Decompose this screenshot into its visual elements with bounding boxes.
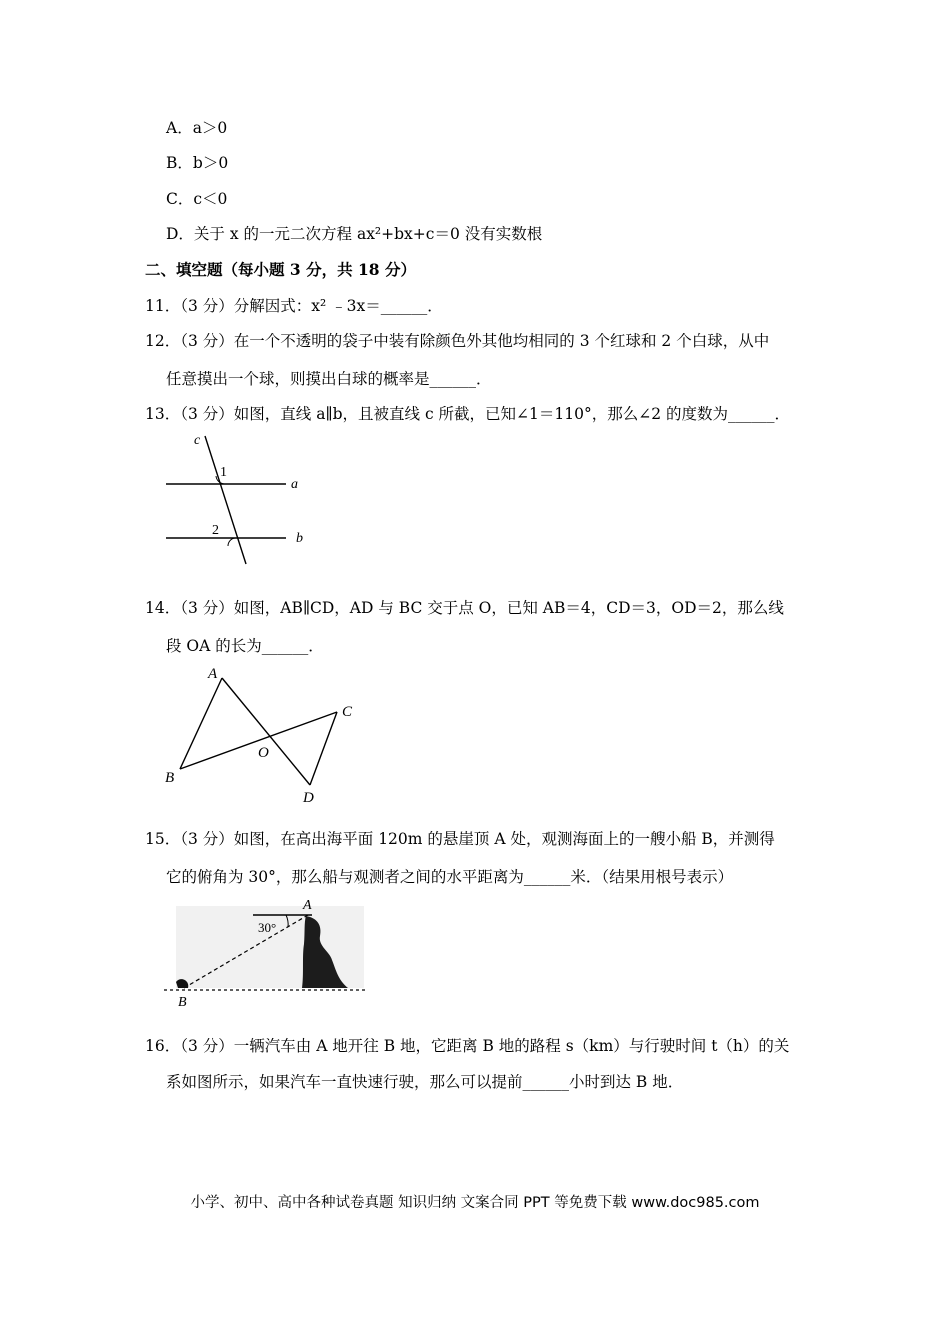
- label-C: C: [342, 704, 353, 720]
- label-b: b: [296, 531, 303, 546]
- question-13: 13．（3 分）如图，直线 a∥b，且被直线 c 所截，已知∠1＝110°，那么∠2 的度数为______．: [145, 405, 791, 423]
- question-12-line2: 任意摸出一个球，则摸出白球的概率是______．: [166, 370, 492, 388]
- segment-CD: [310, 712, 337, 785]
- footer: 小学、初中、高中各种试卷真题 知识归纳 文案合同 PPT 等免费下载 www.doc985.com: [190, 1195, 760, 1211]
- label-c: c: [194, 433, 201, 448]
- label-a: a: [291, 477, 298, 492]
- choice-c: C．c＜0: [166, 190, 228, 208]
- figure-15-cliff: [160, 896, 370, 1011]
- question-12-line1: 12．（3 分）在一个不透明的袋子中装有除颜色外其他均相同的 3 个红球和 2 个白球，从中: [145, 332, 770, 350]
- label-A: A: [208, 666, 218, 682]
- label-D: D: [303, 790, 314, 806]
- question-16-line1: 16．（3 分）一辆汽车由 A 地开往 B 地，它距离 B 地的路程 s（km）与行驶时间 t（h）的关: [145, 1037, 790, 1055]
- angle-2-arc: [228, 538, 235, 546]
- choice-b: B．b＞0: [166, 154, 229, 172]
- label-A: A: [303, 898, 312, 913]
- figure-13-parallel-lines: [160, 428, 320, 568]
- choice-d: D．关于 x 的一元二次方程 ax²+bx+c＝0 没有实数根: [166, 225, 543, 243]
- label-angle-2: 2: [212, 523, 219, 538]
- line-c: [205, 436, 246, 564]
- label-B: B: [165, 770, 175, 786]
- question-16-line2: 系如图所示，如果汽车一直快速行驶，那么可以提前______小时到达 B 地．: [166, 1073, 684, 1091]
- question-15-line1: 15．（3 分）如图，在高出海平面 120m 的悬崖顶 A 处，观测海面上的一艘小船 B，并测得: [145, 830, 775, 848]
- section-title: 二、填空题（每小题 3 分，共 18 分）: [145, 260, 416, 279]
- question-14-line2: 段 OA 的长为______．: [166, 637, 324, 655]
- choice-a: A．a＞0: [166, 119, 228, 137]
- label-angle-1: 1: [220, 465, 227, 480]
- label-O: O: [258, 745, 269, 761]
- question-14-line1: 14．（3 分）如图，AB∥CD，AD 与 BC 交于点 O，已知 AB＝4，CD＝3，OD＝2，那么线: [145, 599, 784, 617]
- question-11: 11．（3 分）分解因式：x² ﹣3x＝______．: [145, 297, 443, 315]
- label-B: B: [178, 995, 187, 1010]
- figure-14-triangles: [160, 662, 360, 807]
- question-15-line2: 它的俯角为 30°，那么船与观测者之间的水平距离为______米．（结果用根号表示）: [166, 868, 734, 886]
- segment-AD: [222, 678, 310, 785]
- label-angle: 30°: [258, 920, 277, 935]
